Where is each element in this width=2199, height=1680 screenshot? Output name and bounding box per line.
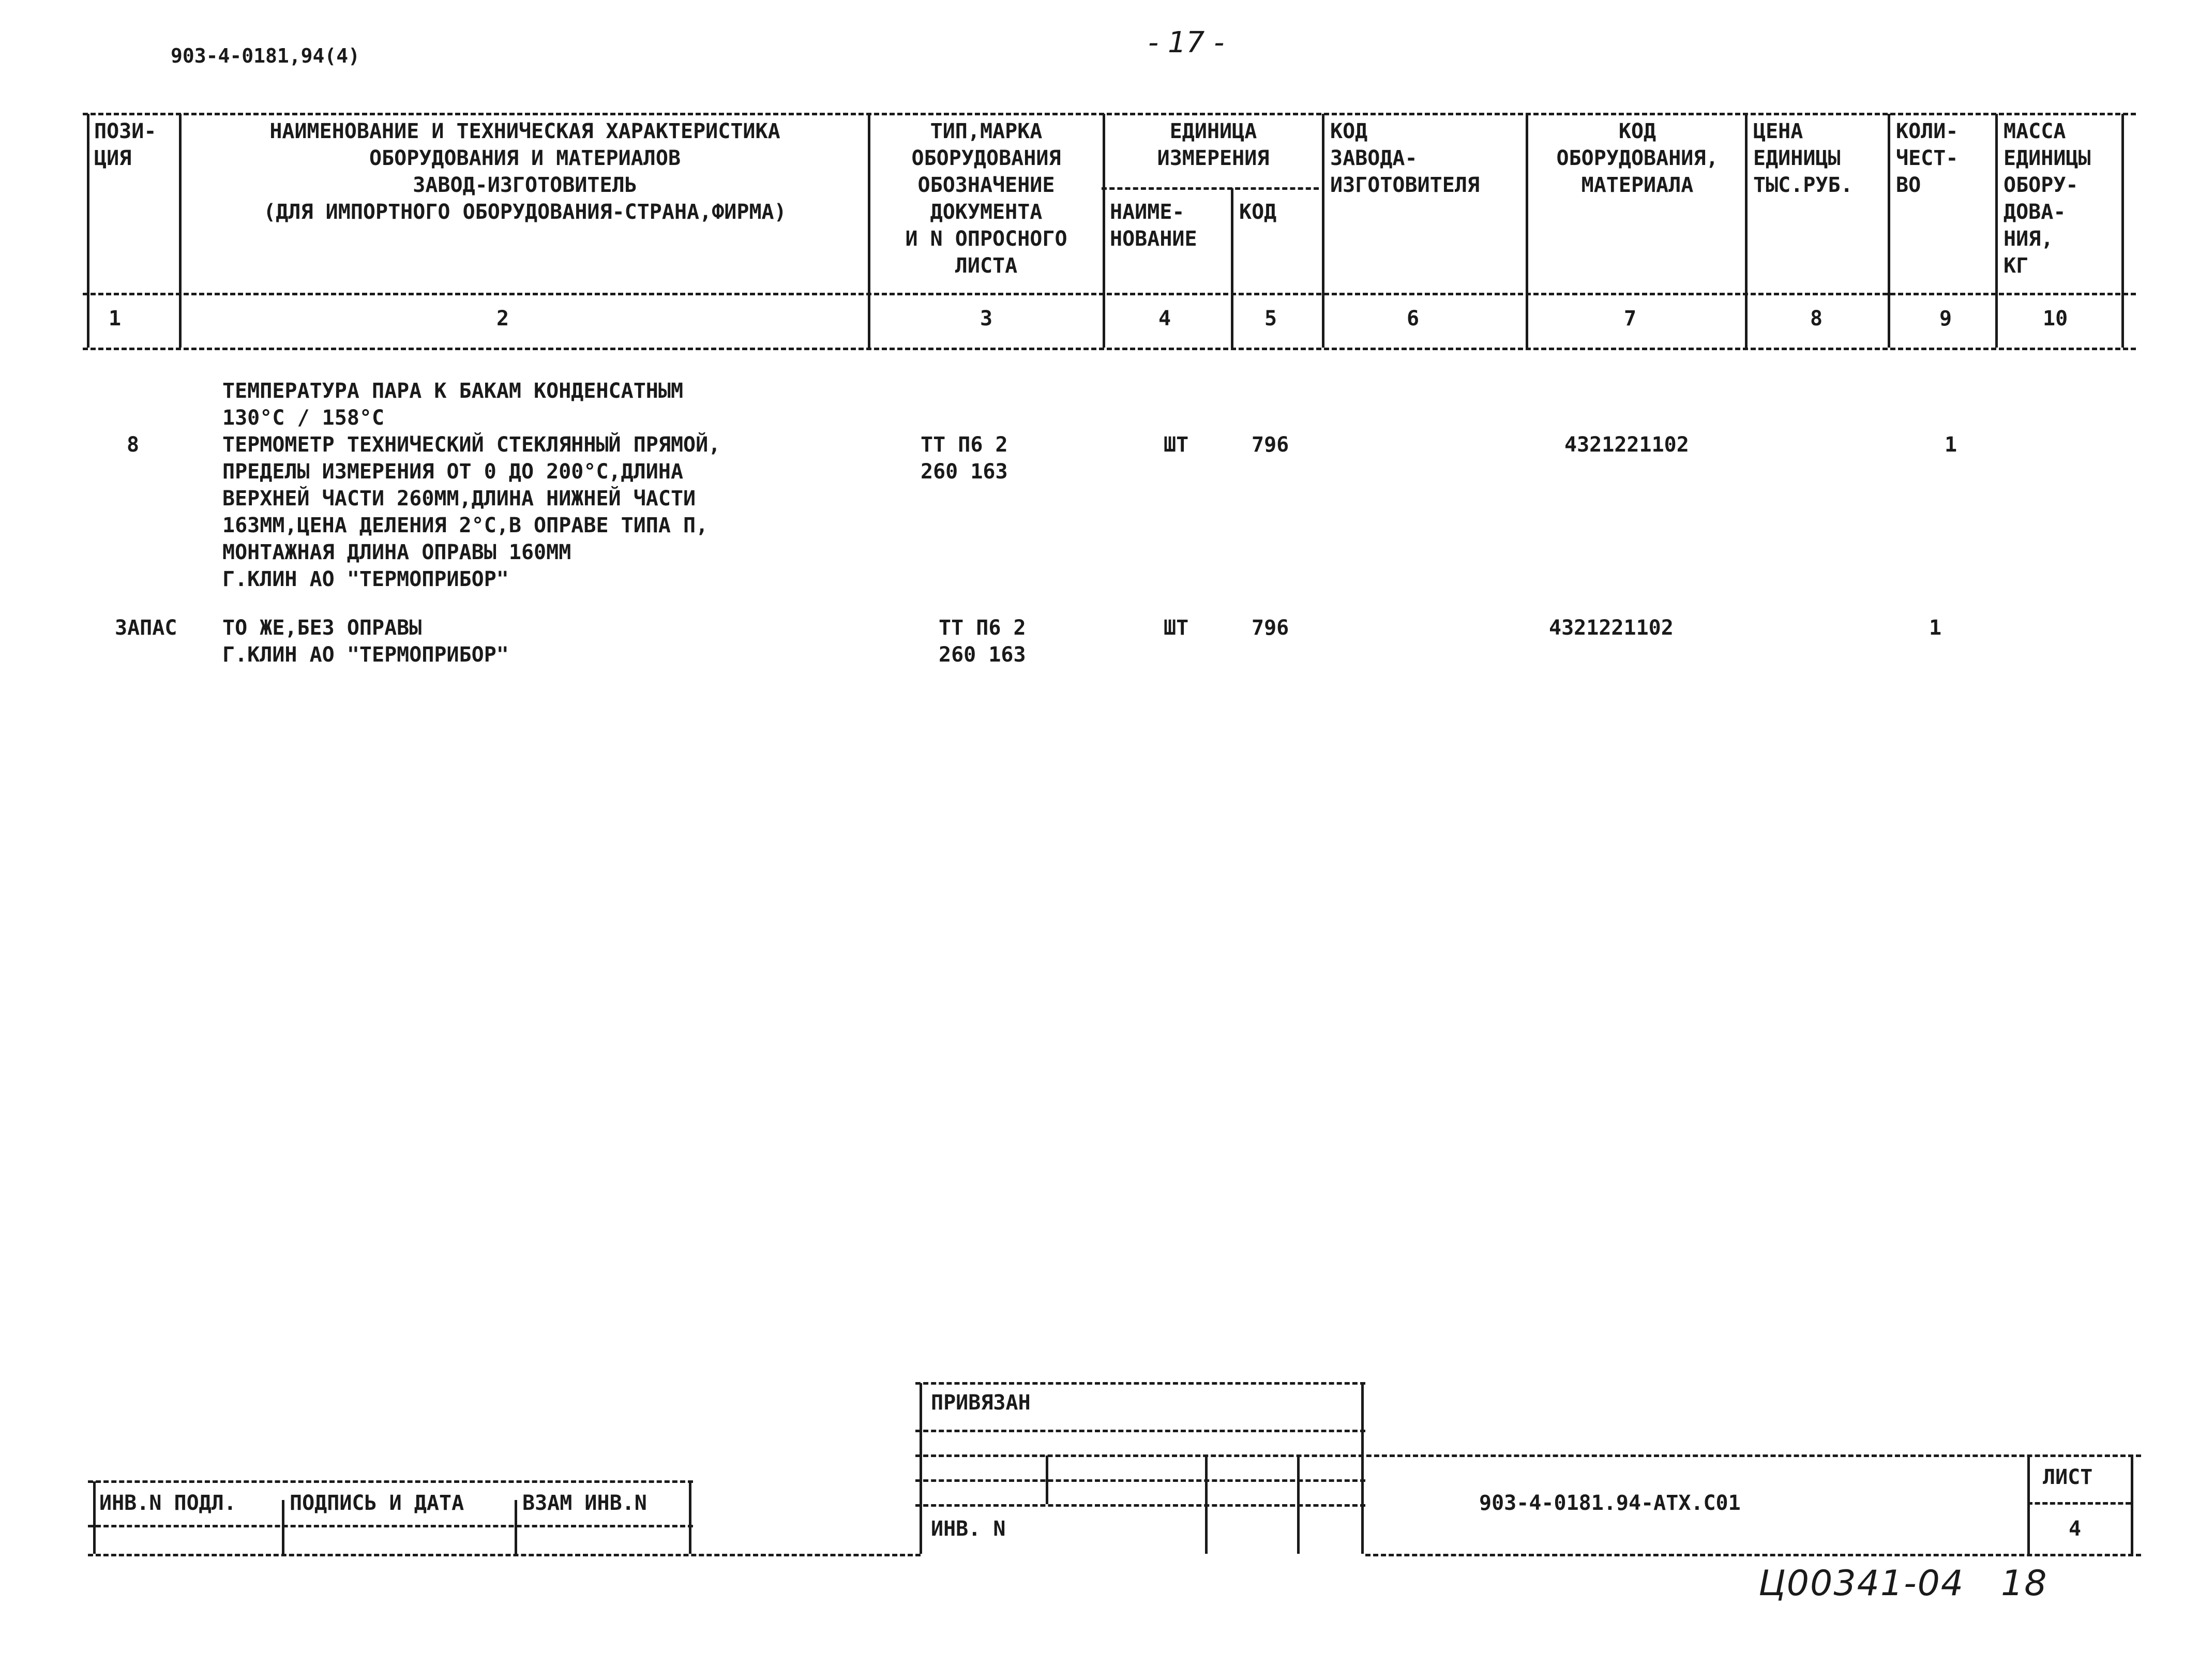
- section-title: ТЕМПЕРАТУРА ПАРА К БАКАМ КОНДЕНСАТНЫМ 130°С / 158°С: [222, 379, 684, 430]
- column-number-rule: [83, 348, 2136, 350]
- handwritten-archive-number: Ц00341-04 18: [1758, 1563, 2048, 1604]
- table-top-rule: [83, 113, 2136, 115]
- col-divider: [1322, 114, 1324, 348]
- col-number-4: 4: [1158, 307, 1171, 331]
- col-number-7: 7: [1624, 307, 1637, 331]
- stamp-document-code: 903-4-0181.94-АТХ.С01: [1479, 1491, 1741, 1515]
- col-divider: [1745, 114, 1748, 348]
- stamp-divider: [920, 1383, 922, 1554]
- col-divider: [1888, 114, 1890, 348]
- col-divider: [1526, 114, 1528, 348]
- col-number-10: 10: [2043, 307, 2068, 331]
- header-col-3: ТИП,МАРКА ОБОРУДОВАНИЯ ОБОЗНАЧЕНИЕ ДОКУМЕНТА И N ОПРОСНОГО ЛИСТА: [905, 119, 1067, 278]
- row-2-type: ТТ П6 2 260 163: [939, 616, 1026, 667]
- stamp-list-label: ЛИСТ: [2043, 1465, 2093, 1489]
- col-divider: [868, 114, 870, 348]
- header-bottom-rule: [83, 293, 2136, 295]
- col-number-2: 2: [496, 307, 509, 331]
- stamp-right-bottom-rule: [1365, 1554, 2141, 1556]
- row-1-position: 8: [127, 433, 140, 457]
- col-divider: [87, 114, 89, 348]
- header-col-6: КОД ЗАВОДА- ИЗГОТОВИТЕЛЯ: [1330, 119, 1480, 197]
- row-1-name: ТЕРМОМЕТР ТЕХНИЧЕСКИЙ СТЕКЛЯННЫЙ ПРЯМОЙ, ПРЕДЕЛЫ ИЗМЕРЕНИЯ ОТ 0 ДО 200°С,ДЛИНА ВЕРХНЕЙ ЧАСТИ 260ММ,ДЛИНА НИЖНЕЙ ЧАСТИ 163ММ,ЦЕНА ДЕЛЕНИЯ 2°С,В ОПРАВЕ ТИПА П, МОНТАЖНАЯ ДЛИНА ОПРАВЫ 160ММ Г.КЛИН АО "ТЕРМОПРИБОР": [222, 433, 721, 591]
- row-2-position: ЗАПАС: [115, 616, 177, 640]
- header-unit-group: ЕДИНИЦА ИЗМЕРЕНИЯ: [1157, 119, 1270, 170]
- header-col-2: НАИМЕНОВАНИЕ И ТЕХНИЧЕСКАЯ ХАРАКТЕРИСТИКА ОБОРУДОВАНИЯ И МАТЕРИАЛОВ ЗАВОД-ИЗГОТОВИТЕЛЬ (ДЛЯ ИМПОРТНОГО ОБОРУДОВАНИЯ-СТРАНА,ФИРМА): [263, 119, 787, 224]
- col-divider: [2121, 114, 2124, 348]
- row-2-material-code: 4321221102: [1549, 616, 1674, 640]
- row-2-name: ТО ЖЕ,БЕЗ ОПРАВЫ Г.КЛИН АО "ТЕРМОПРИБОР": [222, 616, 509, 667]
- row-2-quantity: 1: [1929, 616, 1942, 640]
- col-divider: [1103, 114, 1105, 348]
- header-col-9: КОЛИ- ЧЕСТ- ВО: [1896, 119, 1959, 197]
- col-number-1: 1: [109, 307, 122, 331]
- stamp-left-top-rule: [88, 1480, 693, 1483]
- header-col-8: ЦЕНА ЕДИНИЦЫ ТЫС.РУБ.: [1753, 119, 1853, 197]
- header-col-1: ПОЗИ- ЦИЯ: [94, 119, 157, 170]
- row-2-unit: ШТ: [1164, 616, 1189, 640]
- stamp-divider: [2027, 1456, 2030, 1554]
- header-col-10: МАССА ЕДИНИЦЫ ОБОРУ- ДОВА- НИЯ, КГ: [2004, 119, 2091, 278]
- stamp-divider: [1297, 1456, 1300, 1554]
- stamp-privyazan: ПРИВЯЗАН: [931, 1391, 1031, 1415]
- stamp-divider: [282, 1500, 284, 1554]
- header-col-5: КОД: [1239, 200, 1277, 224]
- stamp-podpis-data: ПОДПИСЬ И ДАТА: [290, 1491, 464, 1515]
- stamp-list-number: 4: [2069, 1517, 2082, 1541]
- unit-group-rule: [1102, 187, 1319, 190]
- row-1-material-code: 4321221102: [1564, 433, 1689, 457]
- stamp-vzam-inv: ВЗАМ ИНВ.N: [522, 1491, 647, 1515]
- row-1-quantity: 1: [1945, 433, 1957, 457]
- col-number-9: 9: [1939, 307, 1952, 331]
- stamp-inv-podl: ИНВ.N ПОДЛ.: [99, 1491, 236, 1515]
- row-1-unit: ШТ: [1164, 433, 1189, 457]
- stamp-divider: [515, 1500, 517, 1554]
- stamp-divider: [1361, 1383, 1364, 1554]
- stamp-divider: [93, 1481, 96, 1554]
- stamp-mid-rule: [915, 1430, 1365, 1432]
- stamp-divider: [2131, 1456, 2133, 1554]
- col-number-6: 6: [1407, 307, 1420, 331]
- row-2-unit-code: 796: [1252, 616, 1289, 640]
- stamp-left-mid-rule: [88, 1525, 693, 1527]
- row-1-unit-code: 796: [1252, 433, 1289, 457]
- stamp-divider: [689, 1481, 691, 1554]
- col-divider: [179, 114, 182, 348]
- stamp-inv-n: ИНВ. N: [931, 1517, 1006, 1541]
- col-number-8: 8: [1810, 307, 1823, 331]
- stamp-list-rule: [2027, 1502, 2131, 1505]
- document-code-top: 903-4-0181,94(4): [171, 44, 360, 67]
- stamp-divider: [1205, 1456, 1208, 1554]
- page-number: - 17 -: [1148, 26, 1225, 59]
- stamp-mid-top-rule: [915, 1382, 1365, 1385]
- stamp-bottom-rule: [88, 1554, 921, 1556]
- row-1-type: ТТ П6 2 260 163: [921, 433, 1008, 484]
- col-number-3: 3: [980, 307, 993, 331]
- col-number-5: 5: [1264, 307, 1277, 331]
- header-col-7: КОД ОБОРУДОВАНИЯ, МАТЕРИАЛА: [1556, 119, 1719, 197]
- col-divider: [1231, 188, 1233, 348]
- stamp-wide-rule: [915, 1454, 2141, 1457]
- col-divider: [1995, 114, 1998, 348]
- stamp-divider: [1046, 1456, 1048, 1504]
- header-col-4: НАИМЕ- НОВАНИЕ: [1110, 200, 1197, 251]
